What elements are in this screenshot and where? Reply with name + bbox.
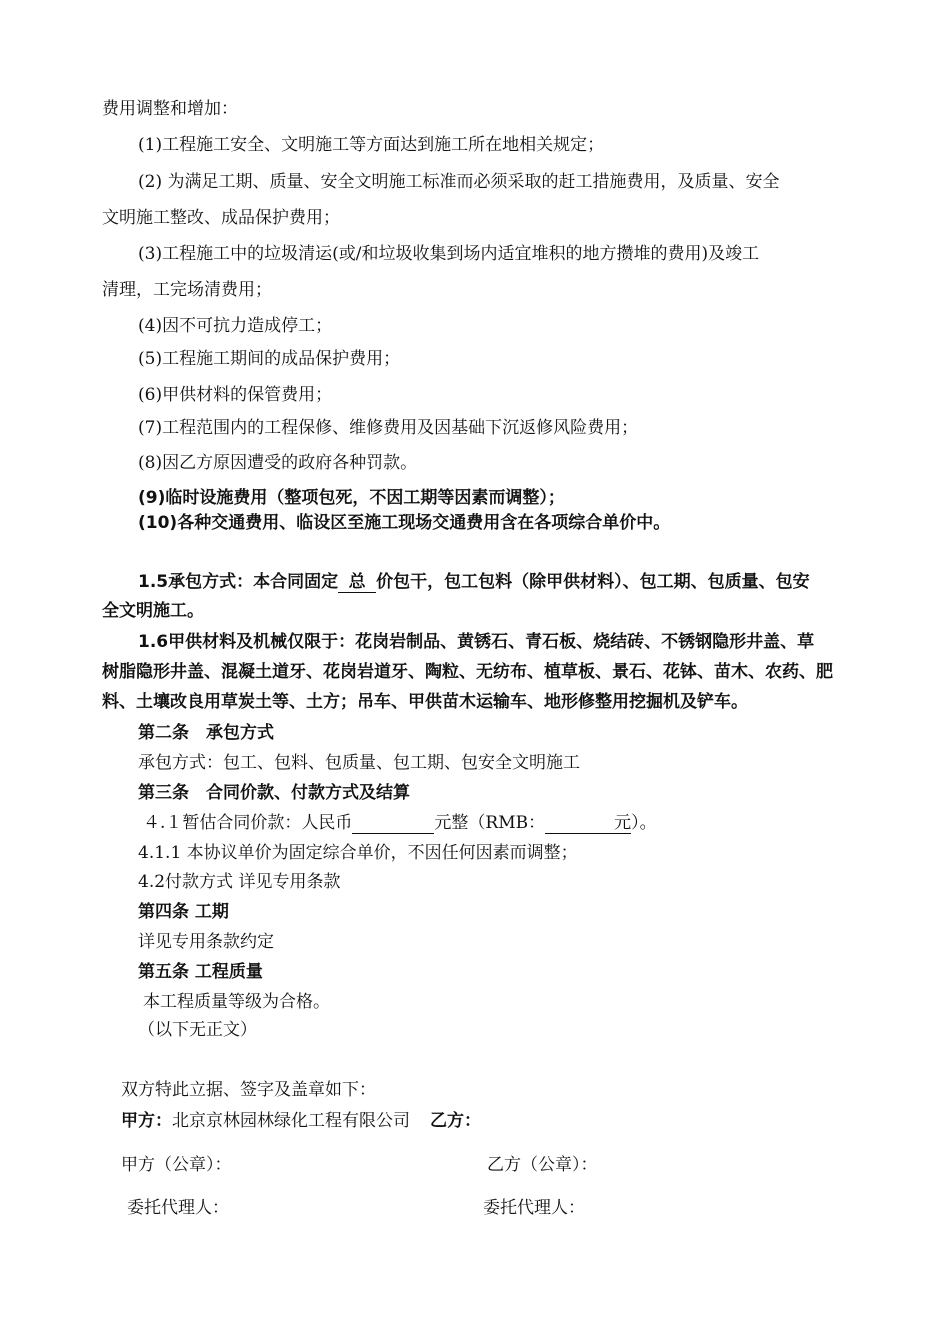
clause-1-6-line2: 树脂隐形井盖、混凝土道牙、花岗岩道牙、陶粒、无纺布、植草板、景石、花钵、苗木、农药、肥 bbox=[102, 662, 833, 682]
fixed-total-price-field: 总 bbox=[338, 573, 376, 593]
clause-4-1 bbox=[143, 812, 657, 834]
fee-item-7: (7)工程范围内的工程保修、维修费用及因基础下沉返修风险费用； bbox=[138, 418, 639, 438]
clause-4-1-1: 4.1.1 本协议单价为固定综合单价，不因任何因素而调整； bbox=[138, 843, 578, 863]
clause-4-2: 4.2付款方式 详见专用条款 bbox=[138, 872, 341, 892]
article-4-title: 第四条 工期 bbox=[138, 902, 229, 922]
fee-item-3-line2: 清理，工完场清费用； bbox=[102, 280, 272, 300]
fee-item-9: (9)临时设施费用（整项包死，不因工期等因素而调整）； bbox=[138, 488, 565, 508]
signature-intro: 双方特此立据、签字及盖章如下： bbox=[121, 1080, 376, 1100]
party-a-agent: 委托代理人： bbox=[127, 1198, 229, 1218]
fee-item-2-line1: (2) 为满足工期、质量、安全文明施工标准而必须采取的赶工措施费用，及质量、安全 bbox=[138, 172, 780, 192]
fee-item-6: (6)甲供材料的保管费用； bbox=[138, 385, 333, 405]
contract-price-figure-blank: 元 bbox=[545, 814, 631, 834]
clause-1-5-line1 bbox=[138, 571, 810, 593]
party-b-label: 乙方： bbox=[430, 1111, 481, 1131]
article-4-text: 详见专用条款约定 bbox=[138, 932, 274, 952]
fee-item-5: (5)工程施工期间的成品保护费用； bbox=[138, 349, 401, 369]
fee-adjust-heading: 费用调整和增加： bbox=[102, 99, 238, 119]
clause-1-5-prefix: 1.5承包方式：本合同固定 bbox=[138, 572, 339, 592]
article-5-title: 第五条 工程质量 bbox=[138, 962, 263, 982]
fee-item-3-line1: (3)工程施工中的垃圾清运(或/和垃圾收集到场内适宜堆积的地方攒堆的费用)及竣工 bbox=[138, 244, 760, 264]
article-2-text: 承包方式：包工、包料、包质量、包工期、包安全文明施工 bbox=[138, 753, 580, 773]
clause-4-1-prefix: ４.１暂估合同价款：人民币 bbox=[143, 813, 353, 833]
parties-line bbox=[121, 1110, 481, 1132]
clause-4-1-end: ）。 bbox=[631, 813, 657, 833]
fee-item-1: (1)工程施工安全、文明施工等方面达到施工所在地相关规定； bbox=[138, 135, 605, 155]
article-2-title: 第二条 承包方式 bbox=[138, 723, 274, 743]
fee-item-4: (4)因不可抗力造成停工； bbox=[138, 316, 333, 336]
clause-4-1-mid: 元整（RMB： bbox=[434, 813, 546, 833]
no-further-text-note: （以下无正文） bbox=[138, 1020, 257, 1040]
clause-1-5-line2: 全文明施工。 bbox=[102, 601, 204, 621]
clause-1-5-suffix: 价包干，包工包料（除甲供材料）、包工期、包质量、包安 bbox=[376, 572, 810, 592]
article-5-text: 本工程质量等级为合格。 bbox=[143, 992, 330, 1012]
clause-1-6-line1: 1.6甲供材料及机械仅限于：花岗岩制品、黄锈石、青石板、烧结砖、不锈钢隐形井盖、草 bbox=[138, 632, 815, 652]
contract-price-rmb-blank bbox=[352, 814, 434, 834]
fee-item-8: (8)因乙方原因遭受的政府各种罚款。 bbox=[138, 453, 418, 473]
clause-1-6-line3: 料、土壤改良用草炭土等、土方；吊车、甲供苗木运输车、地形修整用挖掘机及铲车。 bbox=[102, 692, 748, 712]
fee-item-10: (10)各种交通费用、临设区至施工现场交通费用含在各项综合单价中。 bbox=[138, 513, 671, 533]
party-b-agent: 委托代理人： bbox=[483, 1198, 585, 1218]
fee-item-2-line2: 文明施工整改、成品保护费用； bbox=[102, 208, 340, 228]
party-a-name: 北京京林园林绿化工程有限公司 bbox=[172, 1111, 410, 1131]
article-3-title: 第三条 合同价款、付款方式及结算 bbox=[138, 783, 410, 803]
party-b-seal: 乙方（公章）： bbox=[487, 1155, 598, 1175]
party-a-seal: 甲方（公章）： bbox=[121, 1155, 232, 1175]
party-a-label: 甲方： bbox=[121, 1111, 172, 1131]
